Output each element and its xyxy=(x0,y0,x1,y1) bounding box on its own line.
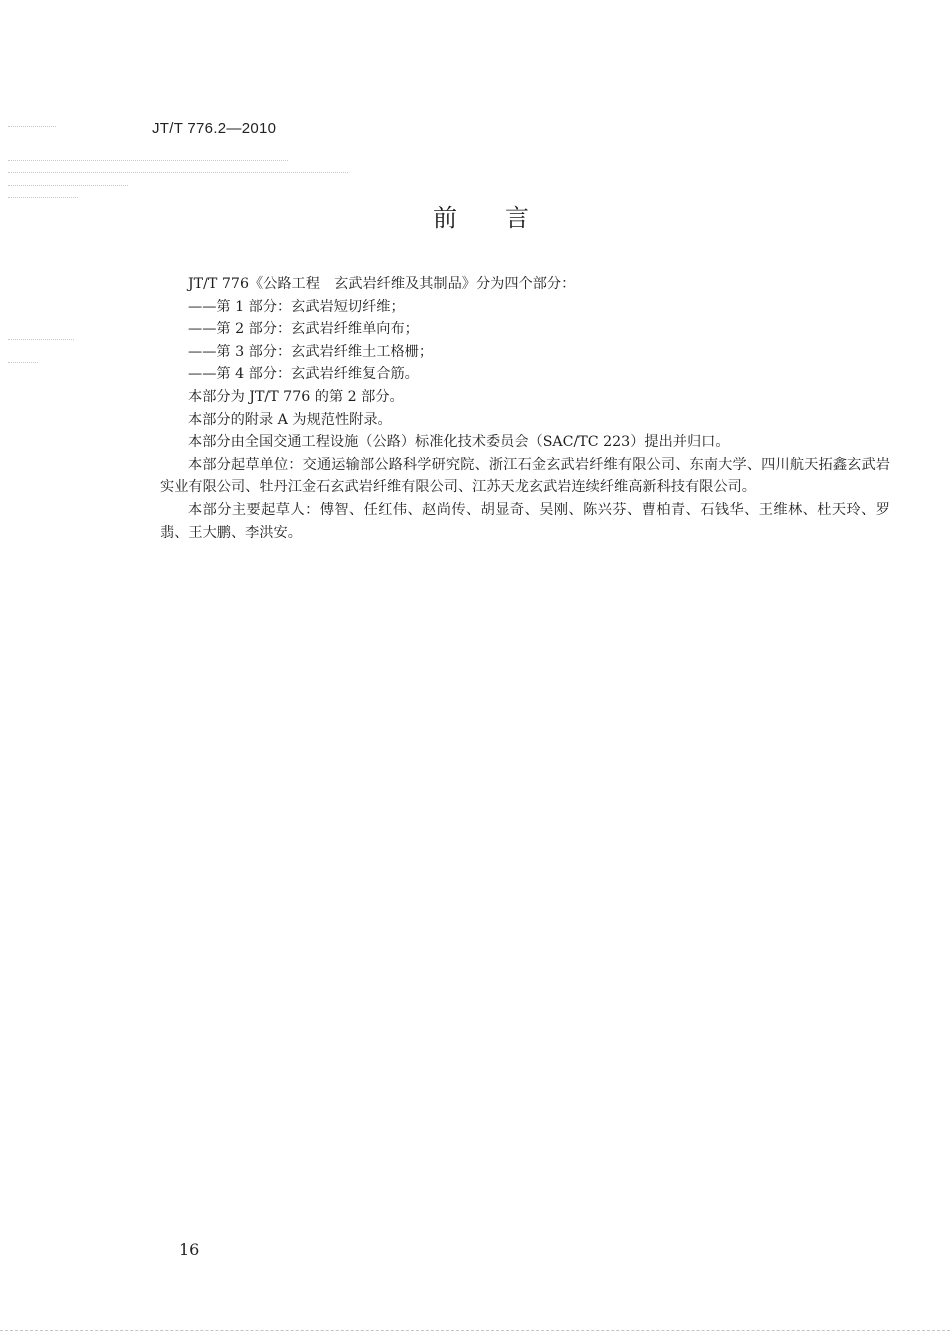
paragraph-drafters: 本部分主要起草人：傅智、任红伟、赵尚传、胡显奇、吴刚、陈兴芬、曹柏青、石钱华、王维林、杜天玲、罗翡、王大鹏、李洪安。 xyxy=(160,501,890,541)
page-number: 16 xyxy=(179,1240,200,1259)
paragraph-part-statement: 本部分为 JT/T 776 的第 2 部分。 xyxy=(188,388,404,405)
scan-bottom-edge xyxy=(0,1330,950,1331)
scan-artifact xyxy=(8,126,56,127)
scan-artifact xyxy=(8,172,348,173)
paragraph-annex: 本部分的附录 A 为规范性附录。 xyxy=(188,411,392,428)
scan-artifact xyxy=(8,160,288,161)
scan-artifact xyxy=(8,362,38,363)
page-title: 前言 xyxy=(433,204,577,232)
list-item-part-3: ——第 3 部分：玄武岩纤维土工格栅； xyxy=(188,343,434,360)
scan-artifact xyxy=(8,339,74,340)
scan-artifact xyxy=(8,185,128,186)
list-item-part-2: ——第 2 部分：玄武岩纤维单向布； xyxy=(188,321,419,338)
list-item-part-1: ——第 1 部分：玄武岩短切纤维； xyxy=(188,298,405,315)
document-code: JT/T 776.2—2010 xyxy=(152,120,277,137)
list-item-part-4: ——第 4 部分：玄武岩纤维复合筋。 xyxy=(188,366,419,383)
paragraph-drafting-units: 本部分起草单位：交通运输部公路科学研究院、浙江石金玄武岩纤维有限公司、东南大学、四川航天拓鑫玄武岩实业有限公司、牡丹江金石玄武岩纤维有限公司、江苏天龙玄武岩连续纤维高新科技有限公司。 xyxy=(160,456,890,496)
paragraph-proposer: 本部分由全国交通工程设施（公路）标准化技术委员会（SAC/TC 223）提出并归口。 xyxy=(188,434,730,451)
foreword-body xyxy=(160,273,890,544)
paragraph-series-intro: JT/T 776《公路工程 玄武岩纤维及其制品》分为四个部分： xyxy=(188,276,576,292)
